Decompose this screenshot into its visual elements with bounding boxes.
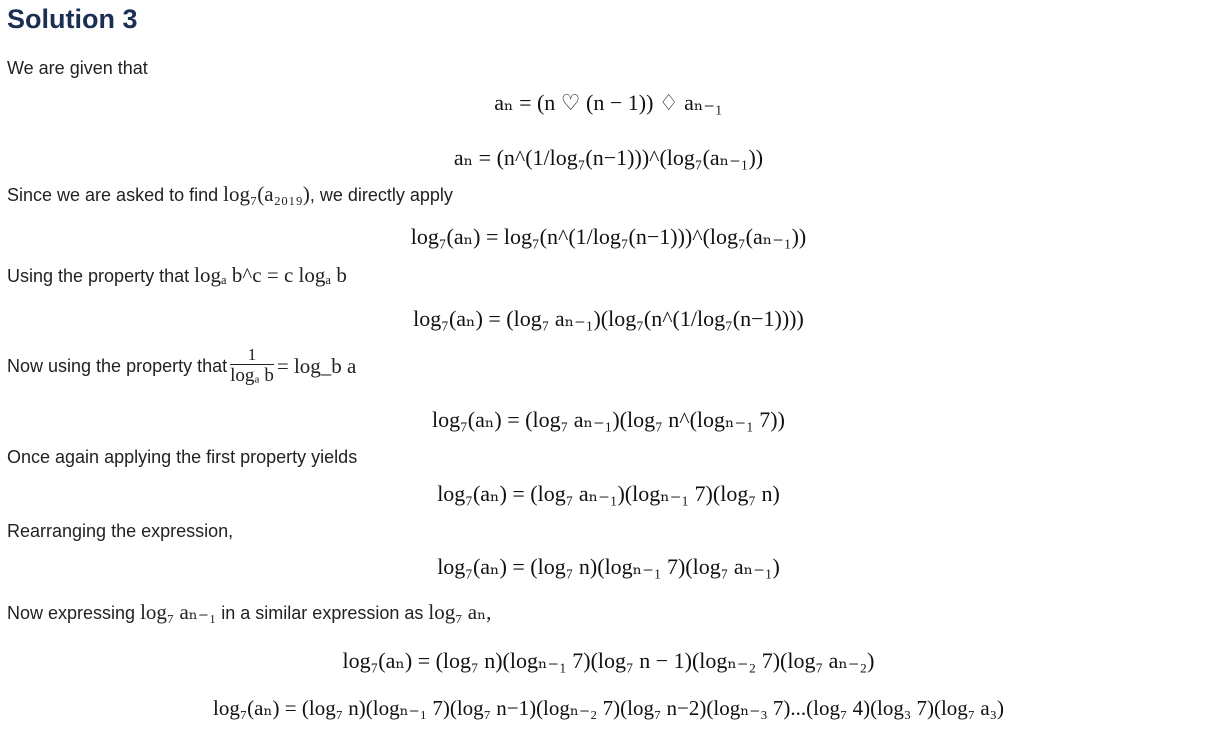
text-property-2 — [7, 341, 356, 391]
text-property-2-a: Now using the property that — [7, 356, 228, 376]
math-change-base: = log_b a — [276, 354, 357, 378]
text-property-1 — [7, 264, 347, 287]
text-find — [7, 183, 453, 206]
text-property-1-a: Using the property that — [7, 266, 195, 286]
solution-title: Solution 3 — [7, 4, 138, 34]
math-log7-a2019: log₇(a₂₀₁₉) — [223, 182, 310, 206]
fraction-numerator: 1 — [230, 346, 274, 365]
text-given: We are given that — [7, 58, 148, 78]
text-apply-again: Once again applying the first property yields — [7, 447, 358, 467]
text-expressing-a: Now expressing — [7, 603, 141, 623]
text-expressing-b: in a similar expression as — [216, 603, 429, 623]
math-log7-an-1: log₇ aₙ₋₁ — [140, 600, 217, 624]
equation-8: log₇(aₙ) = (log₇ n)(logₙ₋₁ 7)(log₇ n − 1)(logₙ₋₂ 7)(log₇ aₙ₋₂) — [342, 648, 875, 673]
text-rearranging: Rearranging the expression, — [7, 521, 234, 541]
text-find-a: Since we are asked to find — [7, 185, 224, 205]
equation-9: log₇(aₙ) = (log₇ n)(logₙ₋₁ 7)(log₇ n−1)(logₙ₋₂ 7)(log₇ n−2)(logₙ₋₃ 7)...(log₇ 4)(log₃ 7)(log₇ a₃) — [212, 696, 1004, 720]
equation-6: log₇(aₙ) = (log₇ aₙ₋₁)(logₙ₋₁ 7)(log₇ n) — [437, 481, 780, 506]
text-find-b: , we directly apply — [309, 185, 453, 205]
equation-7: log₇(aₙ) = (log₇ n)(logₙ₋₁ 7)(log₇ aₙ₋₁) — [437, 554, 780, 579]
equation-2: aₙ = (n^(1/log₇(n−1)))^(log₇(aₙ₋₁)) — [453, 145, 764, 170]
fraction-denominator: logₐ b — [230, 364, 274, 386]
math-power-rule: logₐ b^c = c logₐ b — [194, 263, 347, 287]
text-expressing — [7, 601, 491, 624]
equation-4: log₇(aₙ) = (log₇ aₙ₋₁)(log₇(n^(1/log₇(n−1)))) — [413, 306, 804, 331]
equation-3: log₇(aₙ) = log₇(n^(1/log₇(n−1)))^(log₇(aₙ₋₁)) — [410, 224, 807, 249]
equation-1: aₙ = (n ♡ (n − 1)) ♢ aₙ₋₁ — [494, 90, 723, 115]
fraction-one-over-log — [230, 346, 274, 387]
equation-5: log₇(aₙ) = (log₇ aₙ₋₁)(log₇ n^(logₙ₋₁ 7)) — [432, 407, 785, 432]
math-log7-an: log₇ aₙ, — [428, 600, 492, 624]
